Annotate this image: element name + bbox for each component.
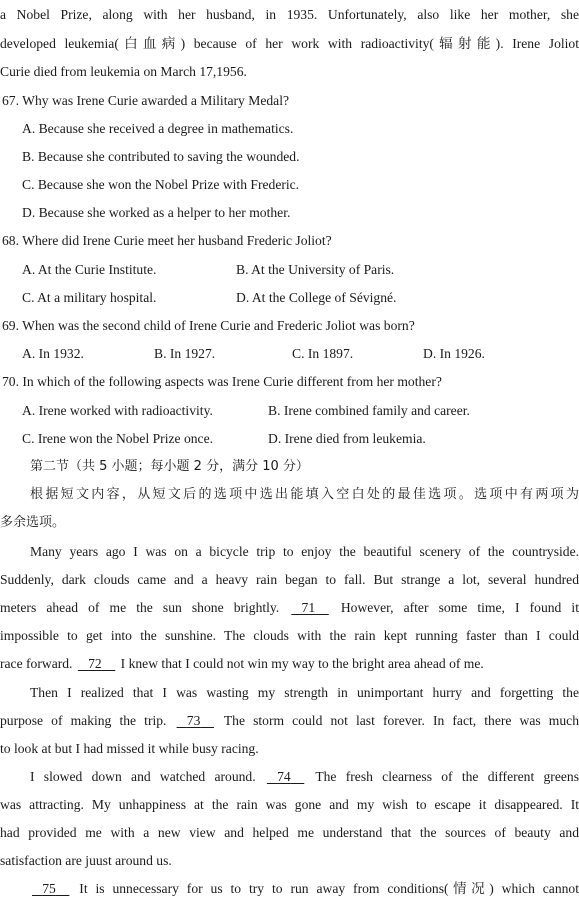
question-stem-69: 69. When was the second child of Irene Curie and Frederic Joliot was born? [2,318,415,333]
section-instruction: 多余选项。 [0,515,66,530]
option-row [0,430,579,448]
passage-line: Then I realized that I was wasting my strength in unimportant hurry and forgetting the [30,685,579,700]
question-stem-67: 67. Why was Irene Curie awarded a Military Medal? [2,93,290,108]
option-67-c: C. Because she won the Nobel Prize with Frederic. [22,177,300,192]
blank-number: 74 [277,769,291,784]
passage-line: a Nobel Prize, along with her husband, in 1935. Unfortunately, also like her mother, she [0,7,579,22]
passage-text: However, after some time, I found it [340,600,579,615]
blank-number: 73 [186,713,201,728]
passage-line [0,880,579,898]
passage-text: The fresh clearness of the different greens [315,769,579,784]
passage-line [0,599,579,617]
option-68-b: B. At the University of Paris. [236,262,395,277]
option-69-b: B. In 1927. [154,346,216,361]
option-row [0,402,579,420]
option-68-d: D. At the College of Sévigné. [236,290,397,305]
blank-number: 72 [88,656,102,671]
passage-text: The storm could not last forever. In fact, there was much [223,713,579,728]
blank-75[interactable] [30,880,71,898]
option-69-d: D. In 1926. [423,346,485,361]
option-70-a: A. Irene worked with radioactivity. [22,403,213,418]
section-heading: 第二节（共 5 小题；每小题 2 分，满分 10 分） [30,459,309,474]
option-67-a: A. Because she received a degree in mathematics. [22,121,294,136]
passage-line [0,768,579,786]
passage-line: Many years ago I was on a bicycle trip to enjoy the beautiful scenery of the countryside. [30,544,579,559]
passage-text: meters ahead of me the sun shone brightly. [0,600,280,615]
option-70-b: B. Irene combined family and career. [268,403,470,418]
blank-number: 71 [301,600,316,615]
passage-line: was attracting. My unhappiness at the rain was gone and my wish to escape it disappeared. It [0,797,579,812]
passage-line: had provided me with a new view and helped me understand that the sources of beauty and [0,825,579,840]
passage-line: satisfaction are juust around us. [0,853,172,868]
option-67-b: B. Because she contributed to saving the wounded. [22,149,300,164]
option-70-c: C. Irene won the Nobel Prize once. [22,431,214,446]
blank-number: 75 [42,881,56,896]
option-68-a: A. At the Curie Institute. [22,262,157,277]
passage-text: It is unnecessary for us to try to run away from conditions(情况) which cannot [79,881,579,896]
option-69-a: A. In 1932. [22,346,84,361]
passage-line [0,655,579,673]
option-row [0,261,579,279]
passage-line [0,712,579,730]
option-row [0,289,579,307]
passage-text: I slowed down and watched around. [30,769,256,784]
blank-72[interactable] [76,655,117,673]
passage-line: impossible to get into the sunshine. The clouds with the rain kept running faster than I could [0,628,579,643]
option-67-d: D. Because she worked as a helper to her mother. [22,205,291,220]
passage-text: race forward. [0,656,73,671]
passage-line: developed leukemia(白血病) because of her work with radioactivity(辐射能). Irene Joliot [0,36,579,51]
passage-line: Suddenly, dark clouds came and a heavy rain began to fall. But strange a lot, several hundred [0,572,579,587]
option-70-d: D. Irene died from leukemia. [268,431,426,446]
option-69-c: C. In 1897. [292,346,354,361]
question-stem-68: 68. Where did Irene Curie meet her husband Frederic Joliot? [2,233,332,248]
blank-71[interactable] [289,599,330,617]
option-row [0,345,579,363]
section-instruction: 根据短文内容，从短文后的选项中选出能填入空白处的最佳选项。选项中有两项为 [30,487,579,502]
passage-line: to look at but I had missed it while busy racing. [0,741,259,756]
passage-text: I knew that I could not win my way to the bright area ahead of me. [120,656,484,671]
blank-73[interactable] [175,712,216,730]
blank-74[interactable] [265,768,306,786]
passage-text: purpose of making the trip. [0,713,167,728]
option-68-c: C. At a military hospital. [22,290,157,305]
passage-line: Curie died from leukemia on March 17,1956. [0,64,247,79]
question-stem-70: 70. In which of the following aspects was Irene Curie different from her mother? [2,374,442,389]
